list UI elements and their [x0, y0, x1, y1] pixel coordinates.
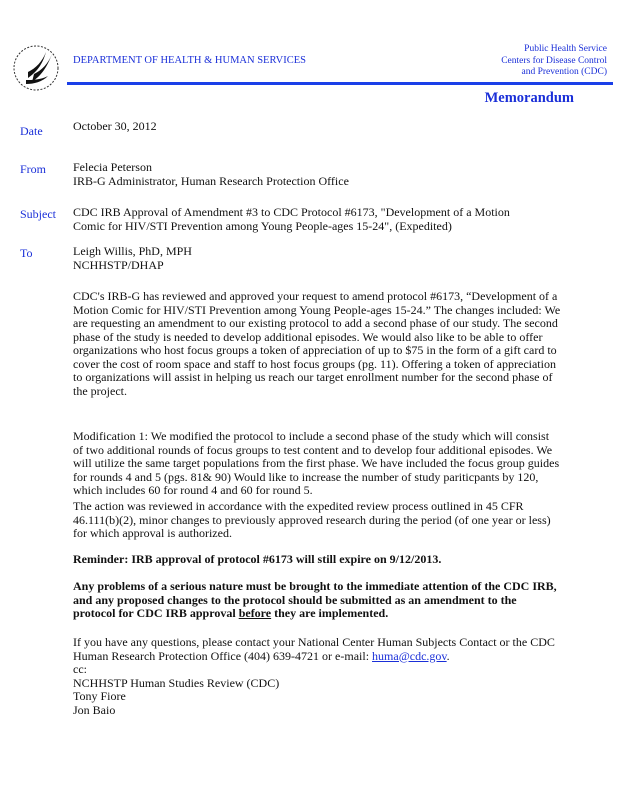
from-line: Felecia Peterson: [73, 160, 152, 174]
hhs-seal-logo: [12, 40, 68, 96]
approval-paragraph: CDC's IRB-G has reviewed and approved your request to amend protocol #6173, “Development of a Motion Comic for HIV/STI Prevention among Young People-ages 15-24.” The changes included: We are requesting an amendment to our existing protocol to add a second phase of our study. The second phase of the study is needed to develop additional episodes. We would also like to be able to offer organizations who host focus groups a token of appreciation of up to $75 in the form of a gift card to cover the cost of room space and staff to host focus groups (pg. 11). Offering a token of appreciation to organizations will assist in helping us reach our target enrollment number for the second phase of the project.: [73, 289, 561, 398]
to-value: [73, 245, 192, 272]
document-type: Memorandum: [484, 90, 574, 106]
from-line: IRB-G Administrator, Human Research Protection Office: [73, 173, 349, 188]
modification-paragraph: Modification 1: We modified the protocol to include a second phase of the study which will consist of two additional rounds of focus groups to test content and to develop four additional episodes. We will utilize the same target populations from the first phase. We have included the focus group guides for rounds 4 and 5 (pgs. 81& 90) Would like to increase the number of study pariticpants by 120, which includes 60 for round 4 and 60 for round 5.: [73, 429, 560, 497]
cc-list: [73, 663, 279, 717]
subject-line: CDC IRB Approval of Amendment #3 to CDC Protocol #6173, "Development of a Motion: [73, 205, 510, 219]
review-paragraph: The action was reviewed in accordance with the expedited review process outlined in 45 CFR 46.111(b)(2), minor changes to previously approved research during the period (of one year or less) for which approval is authorized.: [73, 499, 551, 540]
email-link[interactable]: huma@cdc.gov: [372, 648, 447, 663]
to-line: NCHHSTP/DHAP: [73, 257, 164, 272]
problems-paragraph: [73, 580, 561, 621]
date-value: October 30, 2012: [73, 119, 157, 133]
cc-item: NCHHSTP Human Studies Review (CDC): [73, 675, 280, 690]
subject-value: [73, 206, 510, 233]
problems-text: they are implemented.: [271, 606, 389, 620]
header-rule: [67, 82, 613, 85]
to-line: Leigh Willis, PhD, MPH: [73, 244, 192, 258]
subject-line: Comic for HIV/STI Prevention among Young People-ages 15-24", (Expedited): [73, 218, 452, 233]
reminder: Reminder: IRB approval of protocol #6173 will still expire on 9/12/2013.: [73, 552, 442, 566]
agency-line: and Prevention (CDC): [521, 67, 607, 77]
agency-line: Public Health Service: [524, 44, 607, 54]
problems-text: Any problems of a serious nature must be brought to the immediate attention of the CDC IRB, and any proposed changes to the protocol should be submitted as an amendment to the protocol for CDC IRB approval: [73, 579, 557, 620]
department-name: DEPARTMENT OF HEALTH & HUMAN SERVICES: [73, 55, 306, 66]
from-label: From: [20, 162, 47, 176]
cc-label: cc:: [73, 662, 87, 676]
problems-emphasis: before: [238, 606, 272, 620]
agency-line: Centers for Disease Control: [501, 55, 607, 66]
contact-text: If you have any questions, please contact your National Center Human Subjects Contact or the CDC Human Research Protection Office (404) 639-4721 or e-mail:: [73, 635, 555, 663]
cc-item: Jon Baio: [73, 702, 116, 717]
date-label: Date: [20, 124, 43, 138]
from-value: [73, 161, 349, 188]
to-label: To: [20, 246, 33, 260]
contact-paragraph: If you have any questions, please contact your National Center Human Subjects Contact or the CDC Human Research Protection Office (404) 639-4721 or e-mail: huma@cdc.gov.: [73, 635, 555, 663]
cc-item: Tony Fiore: [73, 689, 126, 703]
subject-label: Subject: [20, 207, 56, 221]
agency-block: [501, 44, 607, 79]
